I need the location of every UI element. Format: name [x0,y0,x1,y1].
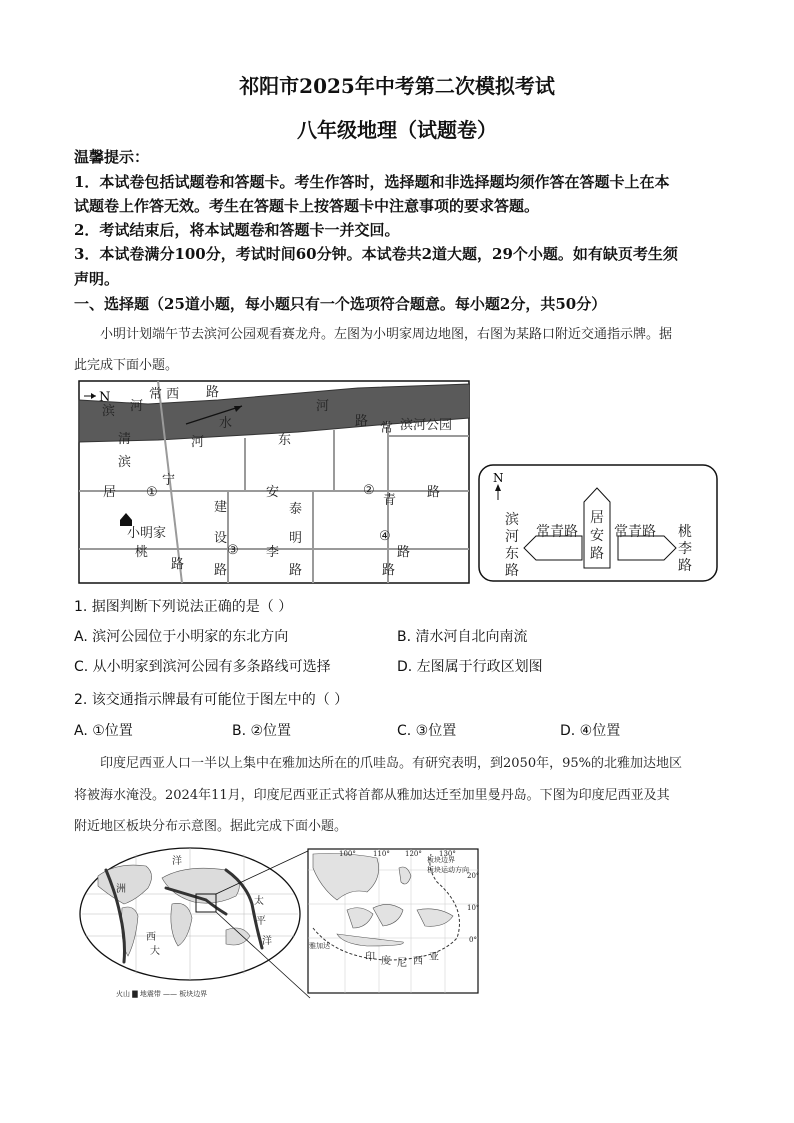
map-label: 路 [289,563,303,578]
map-label: 洲 [116,884,126,895]
country-label: 度 [381,956,391,967]
center-label: 路 [590,546,604,562]
passage2-line2: 将被海水淹没。2024年11月，印度尼西亚正式将首都从雅加达迁至加里曼丹岛。下图为印度尼西亚及其 [74,788,670,803]
map-label: 建 [214,500,228,515]
inset-connector [216,844,312,1000]
map-label: 设 [214,531,228,546]
map-label: 明 [289,531,303,546]
q2-option-b[interactable]: B. ②位置 [232,723,292,739]
notice-item3-line2: 声明。 [74,270,120,288]
map-label: 滨 [102,404,116,419]
country-label: 印 [365,952,375,963]
map-label: 西 [146,932,156,943]
q2-option-d[interactable]: D. ④位置 [560,723,621,739]
left-road-label: 河 [505,529,519,545]
lat-label: 10° [467,904,479,912]
map-label: 宁 [162,473,176,488]
position-2: ② [363,483,375,498]
map-label: 洋 [172,856,182,867]
q1-option-b[interactable]: B. 清水河自北向南流 [397,629,528,645]
map-label: 居 [103,485,117,500]
left-road-label: 路 [505,563,519,579]
exam-subtitle: 八年级地理（试题卷） [297,118,497,142]
lat-label: 20° [467,872,479,880]
worldmap-legend: 火山 ▇ 地震带 —— 板块边界 [116,990,208,998]
indonesia-inset-map [307,848,479,994]
map-label: 太 [254,896,264,907]
position-3: ③ [227,543,239,558]
lon-label: 100° [339,850,356,858]
q1-stem: 1. 据图判断下列说法正确的是（ ） [74,599,293,615]
q2-option-a[interactable]: A. ①位置 [74,723,133,739]
inset-legend: 板块边界 [427,856,455,864]
center-label: 安 [590,528,604,544]
map-label: 平 [256,916,266,927]
lon-label: 130° [439,850,456,858]
notice-item2: 2．考试结束后，将本试题卷和答题卡一并交回。 [74,221,400,239]
park-label: 滨河公园 [400,418,453,433]
right-road-label: 路 [678,558,692,574]
map-label: 常 [380,421,394,436]
map-label: 水 [219,416,233,431]
left-road-label: 滨 [505,512,519,528]
notice-item1-line2: 试题卷上作答无效。考生在答题卡上按答题卡中注意事项的要求答题。 [74,197,540,215]
jakarta-label: 雅加达 [309,942,330,950]
map-label: 东 [278,433,292,448]
home-label: 小明家 [127,526,167,541]
map-label: 青 [383,493,397,508]
map-label: 河 [130,399,144,414]
q1-option-a[interactable]: A. 滨河公园位于小明家的东北方向 [74,629,289,645]
notice-item1-line1: 1．本试卷包括试题卷和答题卡。考生作答时，选择题和非选择题均须作答在答题卡上在本 [74,173,670,191]
traffic-sign [478,464,718,582]
map-label: 李 [266,545,280,560]
center-label: 居 [590,510,604,526]
map-label: 泰 [289,502,303,517]
lon-label: 120° [405,850,422,858]
map-label: 洋 [262,936,272,947]
map-label: 安 [266,485,280,500]
left-arrow-label: 常青路 [536,524,578,540]
inset-legend: 板块运动方向 [427,866,469,874]
map-label: 路 [382,563,396,578]
lat-label: 0° [469,936,477,944]
lon-label: 110° [373,850,390,858]
map-label: 常 西 [149,387,180,402]
position-4: ④ [379,529,391,544]
map-label: 路 [355,414,369,429]
q1-option-c[interactable]: C. 从小明家到滨河公园有多条路线可选择 [74,659,331,675]
right-road-label: 桃 [678,524,692,540]
map-label: 路 [171,557,185,572]
map-label: 河 [191,435,205,450]
right-road-label: 李 [678,541,692,557]
country-label: 亚 [429,952,439,963]
map-label: 路 [214,563,228,578]
map-label: 路 [397,545,411,560]
map-label: 路 [427,485,441,500]
left-road-label: 东 [505,546,519,562]
country-label: 尼 [397,958,407,969]
section1-heading: 一、选择题（25道小题，每小题只有一个选项符合题意。每小题2分，共50分） [74,295,607,313]
map-label: 桃 [135,545,149,560]
section1-intro-line2: 此完成下面小题。 [74,358,179,373]
map-label: 滨 [118,455,132,470]
map-label: 路 [206,385,220,400]
map-label: 大 [150,946,160,957]
country-label: 西 [413,956,423,967]
notice-heading: 温馨提示： [74,148,150,166]
map-label: 河 [316,399,330,414]
notice-item3-line1: 3．本试卷满分100分，考试时间60分钟。本试卷共2道大题，29个小题。如有缺页考生须 [74,245,678,263]
exam-title: 祁阳市2025年中考第二次模拟考试 [239,74,555,98]
position-1: ① [146,485,158,500]
right-arrow-label: 常青路 [614,524,656,540]
street-map [78,380,470,584]
section1-intro-line1: 小明计划端午节去滨河公园观看赛龙舟。左图为小明家周边地图，右图为某路口附近交通指示牌。据 [100,327,673,342]
q2-option-c[interactable]: C. ③位置 [397,723,457,739]
north-label: N [99,390,111,405]
passage2-line3: 附近地区板块分布示意图。据此完成下面小题。 [74,819,348,834]
q1-option-d[interactable]: D. 左图属于行政区划图 [397,659,543,675]
q2-stem: 2. 该交通指示牌最有可能位于图左中的（ ） [74,692,349,708]
map-label: 清 [118,432,132,447]
passage2-line1: 印度尼西亚人口一半以上集中在雅加达所在的爪哇岛。有研究表明，到2050年，95%的北雅加达地区 [100,756,682,771]
sign-north-label: N [493,471,504,485]
